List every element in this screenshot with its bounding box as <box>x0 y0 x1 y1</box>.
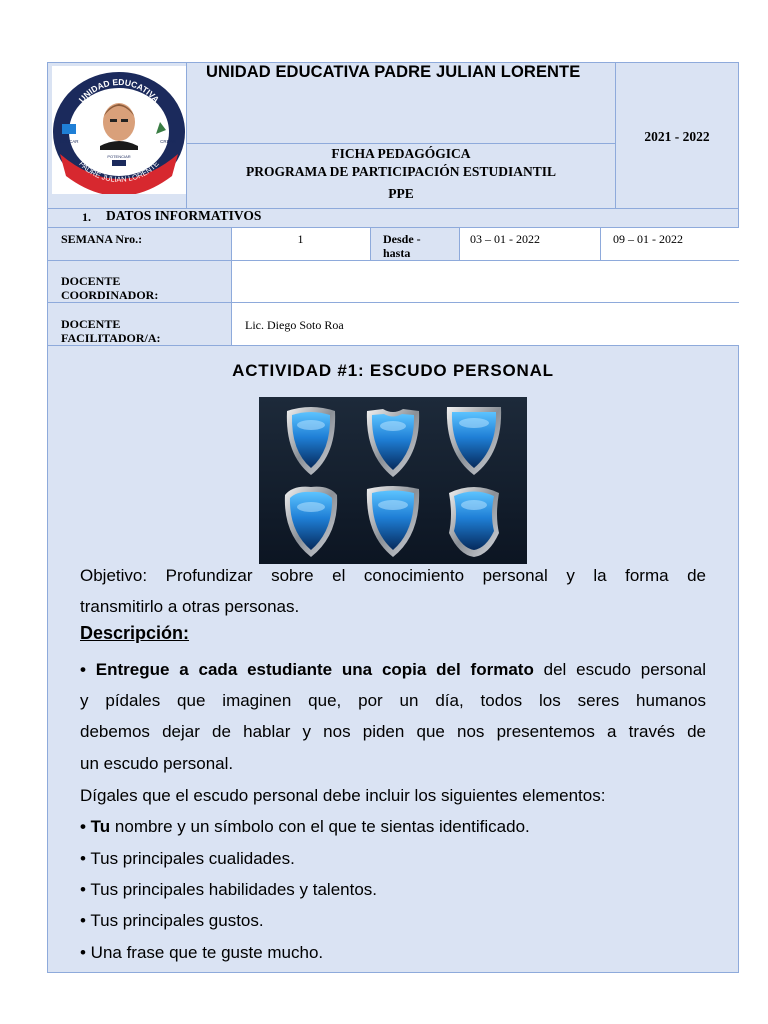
bold-text: • Entregue a cada estudiante una copia del formato <box>80 660 534 679</box>
school-logo-graphic <box>52 66 186 194</box>
text-span: nombre y un símbolo con el que te sientas identificado. <box>110 817 530 836</box>
hasta-value: 09 – 01 - 2022 <box>613 232 683 246</box>
paragraph-line <box>80 654 706 685</box>
school-year: 2021 - 2022 <box>644 129 710 144</box>
facilitador-label-2: FACILITADOR/A: <box>61 331 161 345</box>
program-acronym: PPE <box>388 186 414 201</box>
semana-value: 1 <box>297 232 304 246</box>
portrait-face <box>103 103 135 141</box>
bullet-item: • Tus principales cualidades. <box>80 849 295 868</box>
facilitador-label-1: DOCENTE <box>61 317 121 331</box>
microscope-icon <box>156 122 166 134</box>
bullet-item <box>80 811 706 842</box>
divider <box>370 227 371 260</box>
hasta-label: hasta <box>383 246 411 260</box>
text-span: del escudo personal <box>533 660 706 679</box>
bold-text: • Tu <box>80 817 111 836</box>
desde-value: 03 – 01 - 2022 <box>470 232 540 246</box>
objetivo-line-2: transmitirlo a otras personas. <box>80 597 300 616</box>
desde-label: Desde - <box>383 232 421 246</box>
divider <box>600 227 601 260</box>
school-logo <box>52 66 186 194</box>
book-icon <box>62 124 76 134</box>
activity-title: ACTIVIDAD #1: ESCUDO PERSONAL <box>232 361 554 380</box>
program-title: PROGRAMA DE PARTICIPACIÓN ESTUDIANTIL <box>246 164 556 179</box>
paragraph-line: Dígales que el escudo personal debe incluir los siguientes elementos: <box>80 786 606 805</box>
objetivo-line-1: Objetivo: Profundizar sobre el conocimiento personal y la forma de <box>80 566 706 585</box>
coordinador-label-2: COORDINADOR: <box>61 288 159 302</box>
section-number: 1. <box>82 210 91 224</box>
paragraph-line: un escudo personal. <box>80 754 234 773</box>
ficha-title: FICHA PEDAGÓGICA <box>331 146 471 161</box>
school-name: UNIDAD EDUCATIVA PADRE JULIAN LORENTE <box>206 63 581 81</box>
logo-center-small: POTENCIAR <box>107 154 131 159</box>
paragraph-line: debemos dejar de hablar y nos piden que nos presentemos a través de <box>80 722 706 741</box>
coordinador-value-cell <box>232 261 739 302</box>
facilitador-value: Lic. Diego Soto Roa <box>245 318 344 332</box>
section-title: DATOS INFORMATIVOS <box>106 208 262 223</box>
bullet-item: • Tus principales habilidades y talentos. <box>80 880 378 899</box>
logo-left-badge: EDUCAR <box>59 139 79 144</box>
paragraph-line: y pídales que imaginen que, por un día, todos los seres humanos <box>80 691 706 710</box>
bullet-item: • Una frase que te guste mucho. <box>80 943 324 962</box>
logo-right-badge: CREAR <box>160 139 176 144</box>
portrait-glasses-right <box>121 119 128 122</box>
bullet-item: • Tus principales gustos. <box>80 911 264 930</box>
shields-graphic <box>259 397 527 564</box>
logo-bottom-text: PADRE JULIAN LORENTE <box>77 159 161 184</box>
divider <box>459 227 460 260</box>
divider <box>47 345 739 346</box>
descripcion-heading: Descripción: <box>80 623 190 643</box>
portrait-glasses-left <box>110 119 117 122</box>
coordinador-label-1: DOCENTE <box>61 274 121 288</box>
building-icon <box>112 160 126 166</box>
shields-image <box>259 397 527 564</box>
logo-top-text: UNIDAD EDUCATIVA <box>76 76 162 105</box>
semana-label: SEMANA Nro.: <box>61 232 143 246</box>
